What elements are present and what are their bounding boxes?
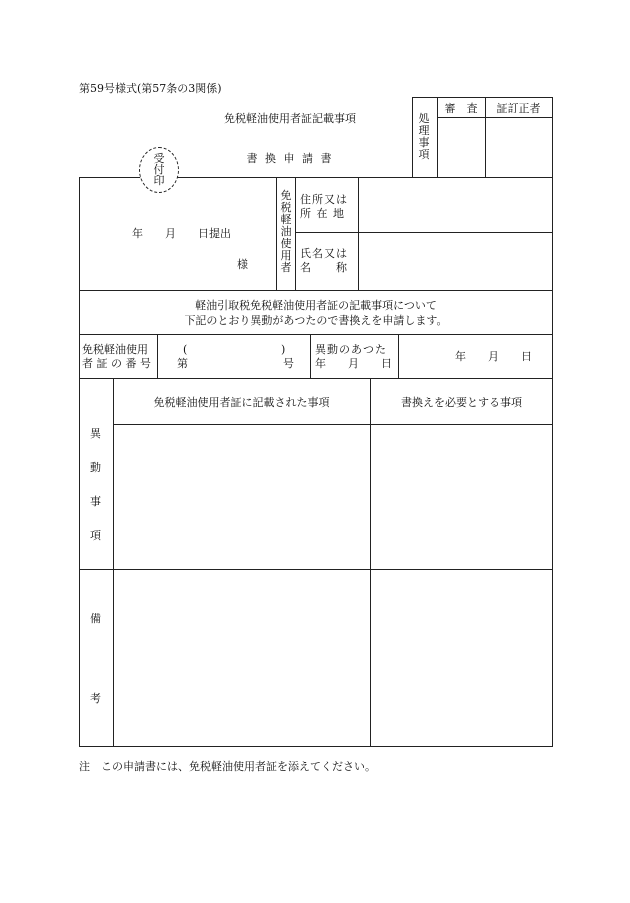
recorded-items-header: 免税軽油使用者証に記載された事項 [153, 396, 330, 409]
remarks-label-2: 考 [90, 692, 101, 705]
address-label-line2: 所 在 地 [300, 207, 345, 220]
required-changes-header: 書換えを必要とする事項 [401, 396, 522, 409]
required-changes-field[interactable] [374, 428, 549, 566]
note: 注 この申請書には、免税軽油使用者証を添えてください。 [79, 760, 376, 773]
certificate-corrector-column-header: 証訂正者 [496, 102, 541, 115]
cert-number-field[interactable] [190, 340, 278, 372]
form-subtitle: 書 換 申 請 書 [246, 152, 334, 165]
change-date-label-line2: 年 月 日 [315, 357, 392, 370]
name-field[interactable] [362, 236, 548, 286]
name-label-line2: 名 称 [300, 261, 348, 274]
review-column-header: 審 査 [444, 102, 478, 115]
change-date-label-line1: 異動のあつた [315, 343, 387, 356]
go-label: 号 [283, 357, 294, 370]
statement-line1: 軽油引取税免税軽油使用者証の記載事項について [195, 299, 437, 312]
form-title: 免税軽油使用者証記載事項 [224, 112, 356, 125]
reception-stamp: 受 付 印 [139, 147, 179, 193]
honorific-sama: 様 [237, 258, 248, 271]
change-date-value[interactable]: 年 月 日 [455, 350, 532, 363]
name-label-line1: 氏名又は [300, 247, 348, 260]
paren-close: ) [281, 343, 286, 356]
address-label-line1: 住所又は [300, 193, 348, 206]
recorded-items-field[interactable] [116, 428, 366, 566]
processing-label: 処理事項 [418, 112, 430, 161]
dai-label: 第 [177, 357, 188, 370]
remarks-left-field[interactable] [116, 573, 366, 743]
statement-line2: 下記のとおり異動があつたので書換えを申請します。 [184, 314, 448, 327]
remarks-label-1: 備 [90, 612, 101, 625]
applicant-side-label: 免税軽油使用者 [280, 189, 292, 274]
submission-date: 年 月 日提出 [132, 227, 231, 240]
paren-open: ( [183, 343, 188, 356]
remarks-right-field[interactable] [374, 573, 549, 743]
form-number: 第59号様式(第57条の3関係) [79, 82, 222, 95]
cert-number-label-line2: 者 証 の 番 号 [82, 357, 151, 370]
change-items-side-label: 異動事項 [90, 427, 101, 542]
cert-number-label-line1: 免税軽油使用 [82, 343, 148, 356]
address-field[interactable] [362, 180, 548, 228]
